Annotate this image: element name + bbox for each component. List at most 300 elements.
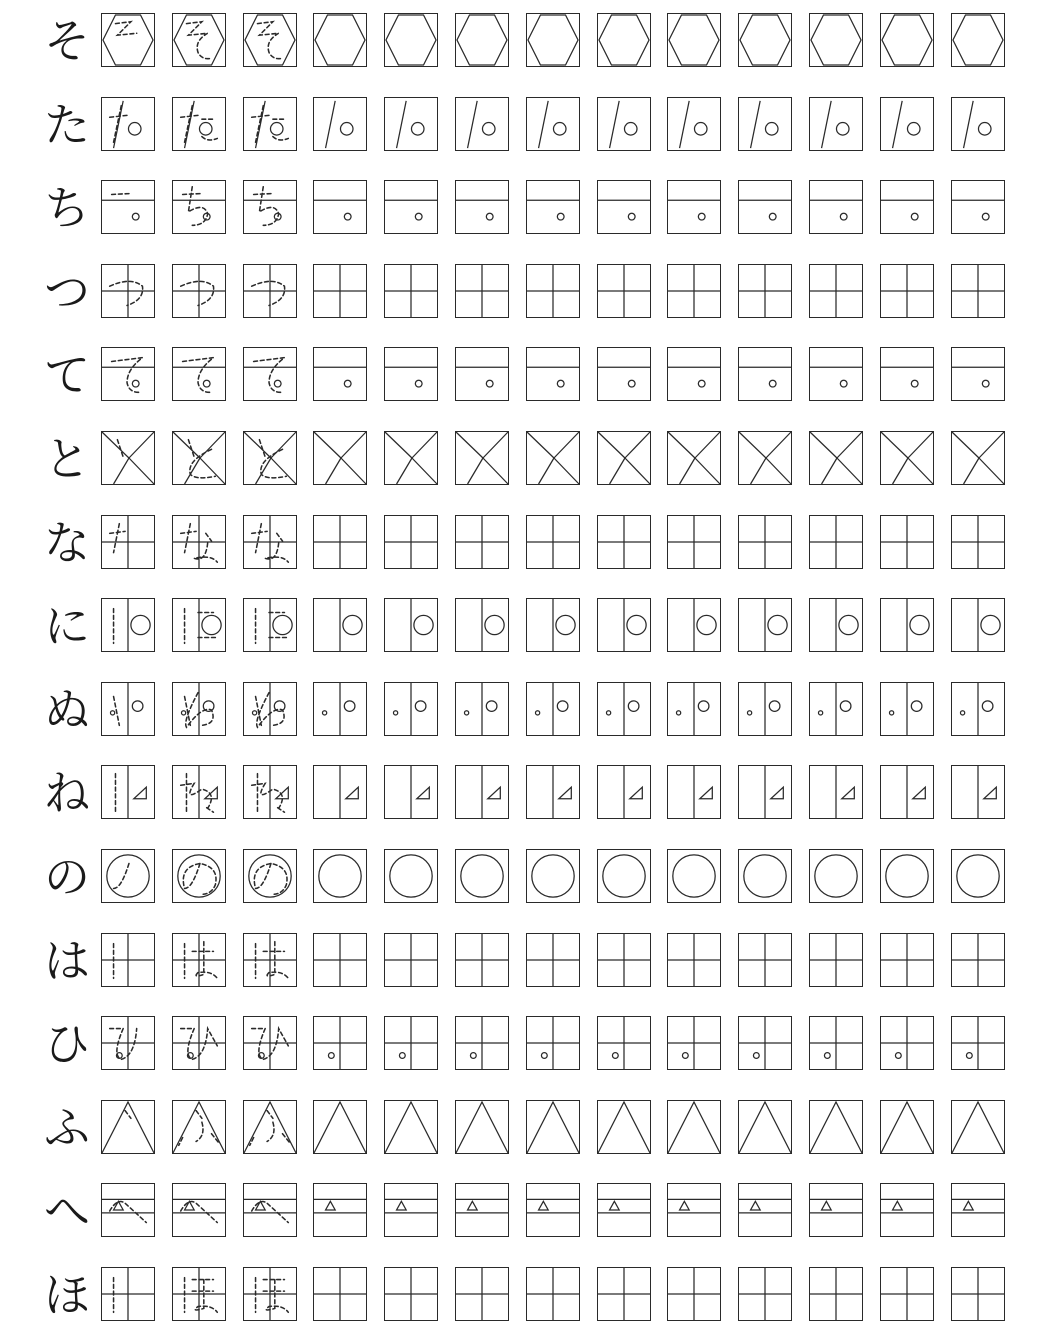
practice-cell[interactable] — [880, 598, 934, 652]
cell-guide — [102, 1184, 154, 1236]
tracing-cell[interactable] — [172, 682, 226, 736]
slash-guide — [185, 101, 195, 148]
tracing-cell[interactable] — [101, 180, 155, 234]
cell-guide — [244, 850, 296, 902]
tracing-cell[interactable] — [243, 1100, 297, 1154]
practice-cell[interactable] — [597, 933, 651, 987]
dot-guide — [557, 380, 564, 387]
practice-cell[interactable] — [313, 1267, 367, 1321]
practice-cell[interactable] — [384, 1016, 438, 1070]
cell-guide — [739, 599, 791, 651]
triangle-guide — [256, 1201, 266, 1210]
dot-guide — [682, 1053, 688, 1059]
cell-guide — [527, 98, 579, 150]
tracing-cell[interactable] — [172, 13, 226, 67]
tracing-cell[interactable] — [243, 431, 297, 485]
dot-guide — [464, 711, 468, 715]
tracing-cell[interactable] — [172, 765, 226, 819]
practice-cell[interactable] — [667, 431, 721, 485]
tracing-cell[interactable] — [243, 765, 297, 819]
practice-cell[interactable] — [880, 13, 934, 67]
cell-guide — [385, 98, 437, 150]
diag-guide — [908, 432, 933, 458]
practice-cell[interactable] — [738, 682, 792, 736]
practice-cell[interactable] — [597, 1183, 651, 1237]
tracing-cell[interactable] — [172, 1267, 226, 1321]
practice-cell[interactable] — [597, 97, 651, 151]
tracing-cell[interactable] — [172, 515, 226, 569]
circle-guide — [768, 615, 787, 634]
practice-cell[interactable] — [809, 849, 863, 903]
practice-cell[interactable] — [455, 682, 509, 736]
practice-cell[interactable] — [384, 1183, 438, 1237]
tracing-cell[interactable] — [243, 849, 297, 903]
cell-guide — [668, 1101, 720, 1153]
cell-guide — [810, 14, 862, 66]
practice-cell[interactable] — [880, 515, 934, 569]
hexagon-guide — [103, 15, 153, 65]
cell-guide — [598, 599, 650, 651]
triangle-guide — [456, 1102, 508, 1153]
practice-cell[interactable] — [951, 264, 1005, 318]
diag-guide — [908, 458, 933, 484]
practice-cell[interactable] — [313, 849, 367, 903]
practice-cell[interactable] — [597, 1267, 651, 1321]
cell-guide — [173, 1184, 225, 1236]
tracing-cell[interactable] — [243, 682, 297, 736]
diag-guide — [695, 432, 720, 458]
dot-guide — [535, 711, 539, 715]
cell-guide — [881, 766, 933, 818]
diag-guide — [527, 432, 554, 458]
trace-stroke — [183, 187, 208, 226]
cell-guide — [598, 1268, 650, 1320]
tracing-cell[interactable] — [172, 1016, 226, 1070]
tracing-cell[interactable] — [243, 97, 297, 151]
circle-guide — [815, 855, 857, 897]
practice-cell[interactable] — [455, 1267, 509, 1321]
hexagon-guide — [740, 15, 790, 65]
practice-cell[interactable] — [880, 97, 934, 151]
diag-guide — [952, 432, 979, 458]
practice-cell[interactable] — [526, 515, 580, 569]
circle-guide — [886, 855, 928, 897]
practice-cell[interactable] — [526, 933, 580, 987]
tracing-cell[interactable] — [101, 1267, 155, 1321]
practice-cell[interactable] — [313, 598, 367, 652]
cell-guide — [952, 1184, 1004, 1236]
practice-cell[interactable] — [880, 1267, 934, 1321]
tracing-cell[interactable] — [101, 1183, 155, 1237]
triangle-guide — [346, 787, 359, 799]
practice-cell[interactable] — [738, 933, 792, 987]
practice-cell[interactable] — [809, 1100, 863, 1154]
practice-cell[interactable] — [597, 598, 651, 652]
dot-guide — [676, 711, 680, 715]
practice-cell[interactable] — [809, 347, 863, 401]
tracing-cell[interactable] — [172, 97, 226, 151]
practice-cell[interactable] — [455, 1100, 509, 1154]
practice-cell[interactable] — [667, 347, 721, 401]
practice-cell[interactable] — [951, 97, 1005, 151]
cell-guide — [952, 934, 1004, 986]
practice-cell[interactable] — [526, 180, 580, 234]
practice-cell[interactable] — [384, 1100, 438, 1154]
practice-cell[interactable] — [738, 765, 792, 819]
practice-cell[interactable] — [455, 97, 509, 151]
dot-guide — [344, 213, 351, 220]
practice-cell[interactable] — [313, 682, 367, 736]
slash-guide — [964, 101, 974, 148]
practice-cell[interactable] — [809, 1267, 863, 1321]
cell-guide — [173, 1268, 225, 1320]
practice-cell[interactable] — [526, 1016, 580, 1070]
practice-cell[interactable] — [738, 264, 792, 318]
cell-guide — [739, 766, 791, 818]
tracing-cell[interactable] — [172, 180, 226, 234]
practice-cell[interactable] — [384, 97, 438, 151]
cell-guide — [314, 766, 366, 818]
tracing-cell[interactable] — [243, 933, 297, 987]
tracing-cell[interactable] — [243, 1267, 297, 1321]
practice-cell[interactable] — [526, 431, 580, 485]
triangle-guide — [630, 787, 643, 799]
tracing-cell[interactable] — [243, 264, 297, 318]
dot-guide — [698, 213, 705, 220]
practice-cell[interactable] — [809, 598, 863, 652]
tracing-cell[interactable] — [101, 1016, 155, 1070]
practice-cell[interactable] — [738, 1100, 792, 1154]
practice-cell[interactable] — [597, 1100, 651, 1154]
practice-cell[interactable] — [313, 1100, 367, 1154]
tracing-cell[interactable] — [243, 1183, 297, 1237]
circle-guide — [907, 123, 920, 136]
cell-guide — [314, 683, 366, 735]
practice-cell[interactable] — [526, 598, 580, 652]
cell-guide — [881, 265, 933, 317]
practice-cell[interactable] — [526, 1100, 580, 1154]
cell-guide — [244, 766, 296, 818]
practice-cell[interactable] — [809, 180, 863, 234]
practice-cell[interactable] — [667, 598, 721, 652]
practice-cell[interactable] — [738, 180, 792, 234]
tracing-cell[interactable] — [172, 933, 226, 987]
cell-guide — [952, 850, 1004, 902]
dot-guide — [982, 380, 989, 387]
practice-cell[interactable] — [597, 180, 651, 234]
cell-guide — [952, 683, 1004, 735]
practice-cell[interactable] — [809, 97, 863, 151]
diag-guide — [314, 432, 341, 458]
practice-cell[interactable] — [809, 515, 863, 569]
practice-cell[interactable] — [313, 515, 367, 569]
practice-cell[interactable] — [880, 347, 934, 401]
practice-cell[interactable] — [597, 515, 651, 569]
practice-cell[interactable] — [738, 97, 792, 151]
cell-guide — [314, 98, 366, 150]
cell-guide — [456, 348, 508, 400]
cell-guide — [385, 14, 437, 66]
practice-cell[interactable] — [597, 13, 651, 67]
practice-cell[interactable] — [809, 431, 863, 485]
practice-cell[interactable] — [455, 598, 509, 652]
practice-cell[interactable] — [809, 264, 863, 318]
circle-guide — [107, 855, 149, 897]
practice-cell[interactable] — [455, 515, 509, 569]
practice-cell[interactable] — [951, 180, 1005, 234]
cell-guide — [314, 599, 366, 651]
practice-cell[interactable] — [880, 264, 934, 318]
triangle-guide — [468, 1201, 478, 1210]
cell-guide — [102, 1017, 154, 1069]
practice-cell[interactable] — [597, 431, 651, 485]
practice-cell[interactable] — [880, 1100, 934, 1154]
tracing-cell[interactable] — [172, 431, 226, 485]
circle-guide — [765, 123, 778, 136]
cell-guide — [598, 766, 650, 818]
practice-cell[interactable] — [455, 1183, 509, 1237]
tracing-cell[interactable] — [101, 97, 155, 151]
tracing-cell[interactable] — [172, 1100, 226, 1154]
practice-cell[interactable] — [384, 849, 438, 903]
practice-cell[interactable] — [809, 933, 863, 987]
practice-cell[interactable] — [526, 97, 580, 151]
cell-guide — [314, 348, 366, 400]
trace-stroke — [254, 863, 287, 894]
practice-cell[interactable] — [384, 180, 438, 234]
slash-guide — [326, 101, 336, 148]
practice-cell[interactable] — [880, 180, 934, 234]
diag-guide — [668, 432, 695, 458]
tracing-cell[interactable] — [172, 347, 226, 401]
tracing-cell[interactable] — [243, 13, 297, 67]
tracing-cell[interactable] — [243, 1016, 297, 1070]
practice-cell[interactable] — [667, 682, 721, 736]
circle-guide — [199, 123, 212, 136]
practice-cell[interactable] — [667, 515, 721, 569]
practice-cell[interactable] — [951, 13, 1005, 67]
practice-cell[interactable] — [809, 1016, 863, 1070]
practice-cell[interactable] — [880, 765, 934, 819]
cell-guide — [527, 1268, 579, 1320]
practice-cell[interactable] — [951, 1267, 1005, 1321]
practice-cell[interactable] — [384, 598, 438, 652]
practice-cell[interactable] — [384, 515, 438, 569]
practice-cell[interactable] — [597, 849, 651, 903]
practice-cell[interactable] — [313, 264, 367, 318]
practice-cell[interactable] — [667, 97, 721, 151]
practice-cell[interactable] — [667, 765, 721, 819]
dot-guide — [612, 1053, 618, 1059]
practice-cell[interactable] — [526, 347, 580, 401]
practice-cell[interactable] — [313, 1183, 367, 1237]
practice-cell[interactable] — [384, 431, 438, 485]
practice-cell[interactable] — [455, 1016, 509, 1070]
trace-stroke — [256, 609, 287, 644]
dot-guide — [322, 711, 326, 715]
cell-guide — [173, 516, 225, 568]
tracing-cell[interactable] — [101, 431, 155, 485]
circle-guide — [390, 855, 432, 897]
practice-cell[interactable] — [951, 849, 1005, 903]
practice-cell[interactable] — [455, 347, 509, 401]
practice-cell[interactable] — [809, 682, 863, 736]
practice-cell[interactable] — [455, 431, 509, 485]
triangle-guide — [185, 1201, 195, 1210]
cell-guide — [244, 599, 296, 651]
diag-guide — [129, 432, 154, 458]
practice-cell[interactable] — [667, 180, 721, 234]
cell-guide — [314, 1184, 366, 1236]
practice-cell[interactable] — [455, 933, 509, 987]
practice-cell[interactable] — [455, 765, 509, 819]
practice-cell[interactable] — [667, 933, 721, 987]
practice-cell[interactable] — [880, 431, 934, 485]
practice-cell[interactable] — [384, 13, 438, 67]
practice-cell[interactable] — [384, 347, 438, 401]
practice-cell[interactable] — [738, 1267, 792, 1321]
tracing-cell[interactable] — [243, 347, 297, 401]
practice-cell[interactable] — [951, 933, 1005, 987]
tracing-cell[interactable] — [101, 515, 155, 569]
practice-cell[interactable] — [880, 682, 934, 736]
practice-cell[interactable] — [738, 515, 792, 569]
practice-cell[interactable] — [951, 1183, 1005, 1237]
practice-cell[interactable] — [384, 765, 438, 819]
practice-cell[interactable] — [455, 180, 509, 234]
practice-cell[interactable] — [667, 13, 721, 67]
tracing-cell[interactable] — [101, 1100, 155, 1154]
cell-guide — [102, 1101, 154, 1153]
practice-cell[interactable] — [526, 1183, 580, 1237]
practice-cell[interactable] — [951, 598, 1005, 652]
practice-cell[interactable] — [384, 1267, 438, 1321]
tracing-cell[interactable] — [101, 13, 155, 67]
row-character: そ — [44, 14, 90, 68]
practice-cell[interactable] — [313, 13, 367, 67]
practice-cell[interactable] — [809, 1183, 863, 1237]
practice-cell[interactable] — [526, 849, 580, 903]
diag-guide — [625, 432, 650, 458]
practice-cell[interactable] — [597, 1016, 651, 1070]
triangle-guide — [881, 1102, 933, 1153]
diag-guide — [625, 458, 650, 484]
practice-cell[interactable] — [738, 1016, 792, 1070]
practice-cell[interactable] — [951, 765, 1005, 819]
diag-guide — [837, 432, 862, 458]
tracing-cell[interactable] — [243, 180, 297, 234]
practice-cell[interactable] — [951, 682, 1005, 736]
practice-cell[interactable] — [597, 347, 651, 401]
triangle-guide — [842, 787, 855, 799]
tracing-cell[interactable] — [243, 515, 297, 569]
practice-cell[interactable] — [455, 264, 509, 318]
practice-cell[interactable] — [951, 431, 1005, 485]
practice-cell[interactable] — [313, 431, 367, 485]
practice-cell[interactable] — [526, 765, 580, 819]
practice-cell[interactable] — [313, 1016, 367, 1070]
practice-cell[interactable] — [526, 1267, 580, 1321]
practice-cell[interactable] — [880, 849, 934, 903]
cell-guide — [810, 432, 862, 484]
tracing-cell[interactable] — [101, 347, 155, 401]
cell-guide — [881, 181, 933, 233]
tracing-cell[interactable] — [243, 598, 297, 652]
dot-guide — [966, 1053, 972, 1059]
tracing-cell[interactable] — [172, 598, 226, 652]
practice-cell[interactable] — [667, 1267, 721, 1321]
trace-stroke — [110, 524, 125, 553]
cell-guide — [739, 516, 791, 568]
practice-cell[interactable] — [313, 180, 367, 234]
practice-cell[interactable] — [313, 97, 367, 151]
practice-cell[interactable] — [667, 264, 721, 318]
practice-cell[interactable] — [880, 1183, 934, 1237]
cell-guide — [668, 1184, 720, 1236]
practice-cell[interactable] — [313, 933, 367, 987]
practice-cell[interactable] — [384, 933, 438, 987]
circle-guide — [319, 855, 361, 897]
practice-cell[interactable] — [738, 849, 792, 903]
tracing-cell[interactable] — [101, 933, 155, 987]
practice-cell[interactable] — [667, 1016, 721, 1070]
practice-cell[interactable] — [738, 13, 792, 67]
cell-guide — [456, 850, 508, 902]
practice-cell[interactable] — [526, 13, 580, 67]
practice-cell[interactable] — [667, 1183, 721, 1237]
practice-cell[interactable] — [738, 431, 792, 485]
tracing-cell[interactable] — [172, 1183, 226, 1237]
tracing-cell[interactable] — [101, 598, 155, 652]
practice-cell[interactable] — [384, 264, 438, 318]
cell-guide — [385, 934, 437, 986]
practice-cell[interactable] — [384, 682, 438, 736]
practice-cell[interactable] — [597, 264, 651, 318]
cell-guide — [244, 1017, 296, 1069]
tracing-cell[interactable] — [172, 264, 226, 318]
tracing-cell[interactable] — [101, 682, 155, 736]
practice-cell[interactable] — [738, 598, 792, 652]
tracing-cell[interactable] — [101, 849, 155, 903]
practice-cell[interactable] — [526, 264, 580, 318]
practice-cell[interactable] — [951, 1016, 1005, 1070]
practice-cell[interactable] — [738, 1183, 792, 1237]
practice-cell[interactable] — [951, 515, 1005, 569]
practice-cell[interactable] — [526, 682, 580, 736]
practice-cell[interactable] — [667, 849, 721, 903]
practice-cell[interactable] — [313, 347, 367, 401]
triangle-guide — [952, 1102, 1004, 1153]
practice-cell[interactable] — [597, 682, 651, 736]
practice-cell[interactable] — [880, 933, 934, 987]
practice-cell[interactable] — [597, 765, 651, 819]
tracing-cell[interactable] — [101, 264, 155, 318]
tracing-cell[interactable] — [172, 849, 226, 903]
diag-guide — [964, 458, 979, 484]
cell-guide — [244, 265, 296, 317]
practice-cell[interactable] — [667, 1100, 721, 1154]
practice-cell[interactable] — [951, 347, 1005, 401]
practice-cell[interactable] — [880, 1016, 934, 1070]
practice-cell[interactable] — [455, 13, 509, 67]
practice-cell[interactable] — [313, 765, 367, 819]
practice-cell[interactable] — [809, 13, 863, 67]
practice-cell[interactable] — [455, 849, 509, 903]
tracing-cell[interactable] — [101, 765, 155, 819]
practice-cell[interactable] — [951, 1100, 1005, 1154]
practice-cell[interactable] — [738, 347, 792, 401]
practice-cell[interactable] — [809, 765, 863, 819]
